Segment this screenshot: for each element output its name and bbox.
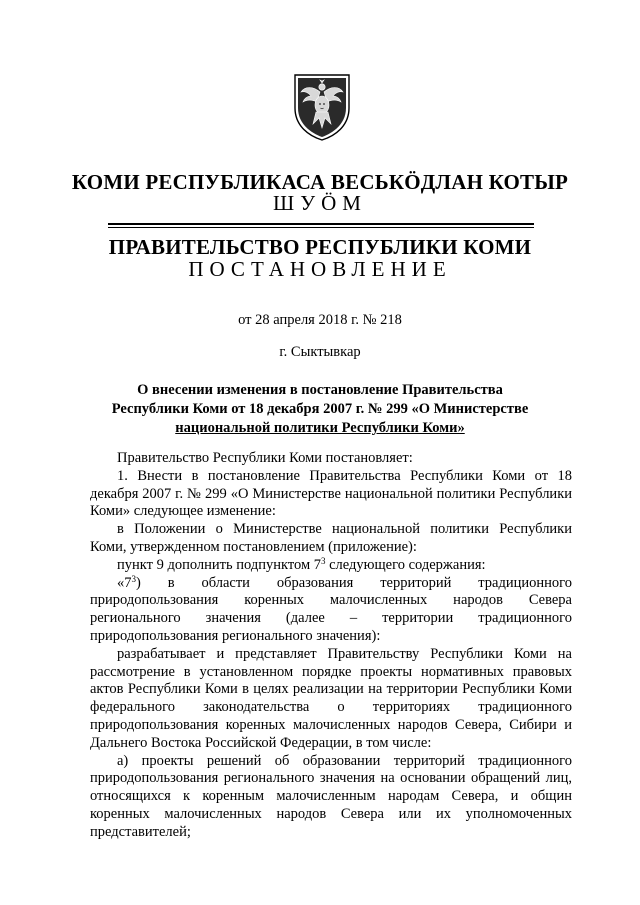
komi-government-title: КОМИ РЕСПУБЛИКАСА ВЕСЬКӦДЛАН КОТЫР [71, 170, 569, 194]
komi-coat-of-arms-icon [291, 72, 353, 142]
header-divider-thin [108, 227, 534, 228]
header-divider-thick [108, 223, 534, 225]
body-paragraph-5-superscript: 3 [131, 573, 136, 584]
body-paragraph-4-superscript: 3 [321, 555, 326, 566]
body-paragraph-4-text-a: пункт 9 дополнить подпунктом 7 [117, 556, 321, 573]
decree-date-number: от 28 апреля 2018 г. № 218 [238, 312, 402, 328]
decree-heading-line-1: О внесении изменения в постановление Правительства [137, 382, 503, 398]
ru-decree-subtitle: ПОСТАНОВЛЕНИЕ [188, 257, 452, 281]
body-paragraph-7: а) проекты решений об образовании территорий традиционного природопользования регионального значения на основании обращений лиц, относящихся к коренным малочисленным народам Севера, и общин коренных малочисленных народов Севера или их уполномоченных представителей; [90, 752, 572, 840]
body-paragraph-6: разрабатывает и представляет Правительству Республики Коми на рассмотрение в установленном порядке проекты нормативных правовых актов Республики Коми в целях реализации на территории Республики Коми федерального законодательства о территориях традиционного природопользования коренных малочисленных народов Севера, Сибири и Дальнего Востока Российской Федерации, в том числе: [90, 645, 572, 751]
decree-heading [60, 381, 580, 438]
body-paragraph-5-text-b: ) в области образования территорий традиционного природопользования коренных малочисленных народов Севера регионального значения (далее – территории традиционного природопользования регионального значения): [90, 574, 572, 644]
body-paragraph-5 [90, 575, 572, 646]
body-paragraph-4 [90, 557, 572, 575]
body-paragraph-4-text-b: следующего содержания: [325, 556, 486, 573]
decree-heading-line-3: национальной политики Республики Коми» [175, 420, 465, 436]
body-paragraph-5-text-a: «7 [117, 574, 132, 591]
body-paragraph-1: Правительство Республики Коми постановляет: [117, 450, 413, 466]
decree-body [90, 450, 572, 842]
body-paragraph-2: 1. Внести в постановление Правительства Республики Коми от 18 декабря 2007 г. № 299 «О Министерстве национальной политики Республики Коми» следующее изменение: [90, 467, 572, 520]
ru-government-title: ПРАВИТЕЛЬСТВО РЕСПУБЛИКИ КОМИ [108, 235, 532, 259]
komi-decree-subtitle: ШУӦМ [273, 191, 367, 215]
body-paragraph-3: в Положении о Министерстве национальной политики Республики Коми, утвержденном постановлением (приложение): [90, 521, 572, 555]
decree-city: г. Сыктывкар [279, 344, 361, 360]
decree-heading-line-2: Республики Коми от 18 декабря 2007 г. № 299 «О Министерстве [111, 401, 529, 417]
